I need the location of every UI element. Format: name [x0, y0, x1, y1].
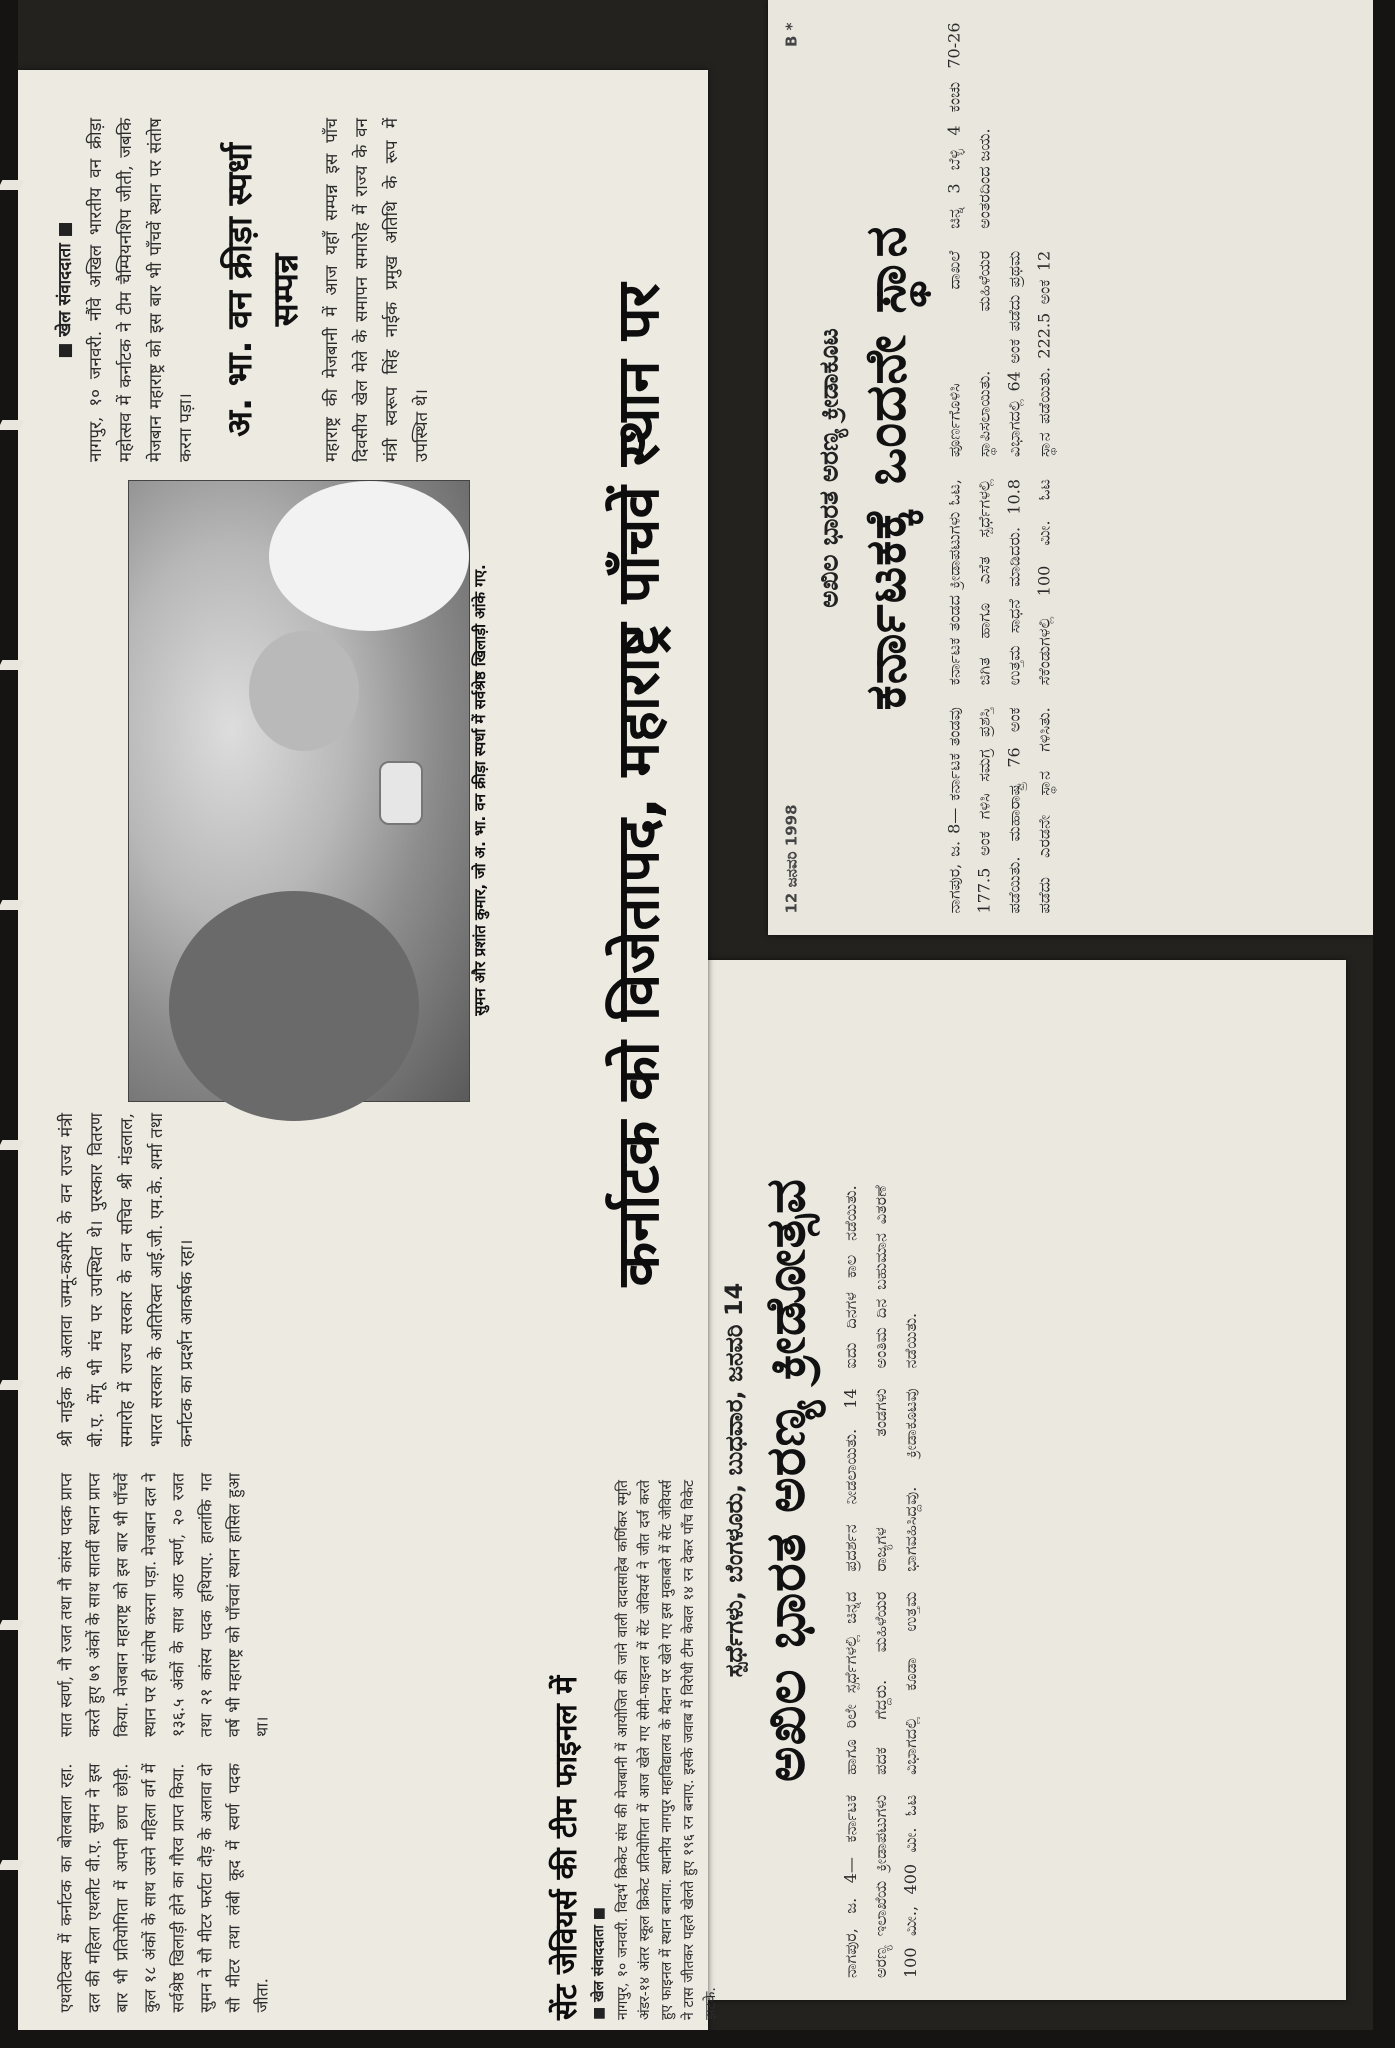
date-text: 12 ಜನವರಿ 1998 [782, 803, 800, 913]
column-4-text: सात स्वर्ण, नौ रजत तथा नौ कांस्य पदक प्राप्त करते हुए ७९ अंकों के साथ सातवीं स्थान प्राप्त किया. मेजबान महाराष्ट्र को इस बार भी पाँचवें स्थान पर ही संतोष करना पड़ा. मेजबान दल ने १३६.५ अंकों के साथ आठ स्वर्ण, २० रजत तथा २१ कांस्य पदक हथियाए. हालांकि गत वर्ष भी महाराष्ट्र को पाँचवां स्थान हासिल हुआ था। [56, 1473, 271, 1737]
lead-paragraph: नागपुर, १० जनवरी. नौंवे अखिल भारतीय वन क्रीड़ा महोत्सव में कर्नाटक ने टीम चैम्पियनशिप जीती, जबकि मेजबान महाराष्ट्र को इस बार भी पाँचवें स्थान पर संतोष करना पड़ा। [86, 118, 196, 462]
lead-column-block [48, 110, 588, 470]
trophy-shape [379, 761, 423, 825]
main-headline: कर्नाटक को विजेतापद, महाराष्ट्र पाँचवें स्थान पर [604, 283, 672, 1287]
sub-headline: अ. भा. वन क्रीड़ा स्पर्धा सम्पन्न [220, 143, 306, 437]
photo-figure-right [269, 481, 469, 631]
side-article-headline: सेंट जेवियर्स की टीम फाइनल में [549, 1675, 584, 2020]
byline: ■ खेल संवाददाता ■ [55, 221, 75, 359]
clipping-subhead: ಅಖಿಲ ಭಾರತ ಅರಣ್ಯ ಕ್ರೀಡಾಕೂಟ [814, 327, 844, 608]
column-block-4 [48, 1465, 533, 1745]
right-border-band [1373, 0, 1395, 2048]
side-article [538, 1470, 719, 2030]
side-article-byline: ■ खेल संवाददाता ■ [591, 1907, 607, 2020]
clipping-subhead: ಸ್ಪರ್ಧೆಗಳು, ಬೆಂಗಳೂರು, ಬುಧವಾರ, ಜನವರಿ 14 [720, 1282, 748, 1678]
side-article-body: नागपुर, १० जनवरी. विदर्भ क्रिकेट संघ की मेजबानी में आयोजित की जाने वाली दादासाहेब कर्णिकर स्मृति अंडर-१४ अंतर स्कूल क्रिकेट प्रतियोगिता में आज खेले गए सेमी-फाइनल में सेंट जेवियर्स ने जीत दर्ज करते हुए फाइनल में स्थान बनाया. स्थानीय नागपुर महाविद्यालय के मैदान पर खेले गए इस मुकाबले में सेंट जेवियर्स ने टास जीतकर पहले खेलते हुए १९६ रन बनाए. इसके जवाब में विरोधी टीम केवल १४ रन देकर पाँच विकेट झटके. [615, 1480, 719, 2020]
face-shape [249, 631, 359, 751]
photo-caption: सुमन और प्रशांत कुमार, जो अ. भा. वन क्रीड़ा स्पर्धा में सर्वश्रेष्ठ खिलाड़ी आंके गए. [471, 564, 489, 1016]
photo-figure-left [169, 891, 419, 1121]
column-5-text: एथलेटिक्स में कर्नाटक का बोलबाला रहा. दल की महिला एथलीट वी.ए. सुमन ने इस बार भी प्रतियोगिता में अपनी छाप छोड़ी. कुल १८ अंकों के साथ उसने महिला वर्ग में सर्वश्रेष्ठ खिलाड़ी होने का गौरव प्राप्त किया. सुमन ने सौ मीटर फर्राटा दौड़ के अलावा दो सौ मीटर तथा लंबी कूद में स्वर्ण पदक जीता. [56, 1763, 271, 2012]
clipping-body: ನಾಗಪುರ, ಜ. 4— ಕರ್ನಾಟಕ ಅರಣ್ಯ ಇಲಾಖೆಯ ಕ್ರೀಡಾಪಟುಗಳು 100 ಮೀ., 400 ಮೀ. ಓಟ ಹಾಗೂ ರಿಲೇ ಸ್ಪರ್ಧೆಗಳಲ್ಲಿ ಚಿನ್ನದ ಪದಕ ಗೆದ್ದರು. ಮಹಿಳೆಯರ ವಿಭಾಗದಲ್ಲಿ ಕೂಡಾ ಉತ್ತಮ ಪ್ರದರ್ಶನ ನೀಡಲಾಯಿತು. 14 ರಾಜ್ಯಗಳ ತಂಡಗಳು ಭಾಗವಹಿಸಿದ್ದವು. ಕ್ರೀಡಾಕೂಟವು ಐದು ದಿನಗಳ ಕಾಲ ನಡೆಯಿತು. ಅಂತಿಮ ದಿನ ಬಹುಮಾನ ವಿತರಣೆ ನಡೆಯಿತು. [841, 1185, 920, 1978]
column-block-3 [48, 1105, 588, 1455]
photo-caption-area [470, 480, 510, 1100]
page-mark: B * [782, 22, 800, 47]
clipping-headline: ಅಖಿಲ ಭಾರತ ಅರಣ್ಯ ಕ್ರೀಡೋತ್ಸವ [754, 1178, 817, 1782]
news-photo [128, 480, 470, 1102]
kannada-clipping-right [706, 960, 1346, 2000]
kannada-clipping-top [768, 0, 1373, 935]
bottom-border-band [0, 2030, 1395, 2048]
clipping-body: ನಾಗಪುರ, ಜ. 8— ಕರ್ನಾಟಕ ತಂಡವು 177.5 ಅಂಕ ಗಳಿಸಿ ಸಮಗ್ರ ಪ್ರಶಸ್ತಿ ಪಡೆಯಿತು. ಮಹಾರಾಷ್ಟ್ರ 76 ಅಂಕ ಪಡೆದು ಎರಡನೇ ಸ್ಥಾನ ಗಳಿಸಿತು. ಕರ್ನಾಟಕ ತಂಡದ ಕ್ರೀಡಾಪಟುಗಳು ಓಟ, ಜಿಗಿತ ಹಾಗೂ ಎಸೆತ ಸ್ಪರ್ಧೆಗಳಲ್ಲಿ ಉತ್ತಮ ಸಾಧನೆ ಮಾಡಿದರು. 10.8 ಸೆಕೆಂಡುಗಳಲ್ಲಿ 100 ಮೀ. ಓಟ ಪೂರ್ಣಗೊಳಿಸಿ ದಾಖಲೆ ಸ್ಥಾಪಿಸಲಾಯಿತು. ಮಹಿಳೆಯರ ವಿಭಾಗದಲ್ಲಿ 64 ಅಂಕ ಪಡೆದು ಪ್ರಥಮ ಸ್ಥಾನ ಪಡೆಯಿತು. 222.5 ಅಂಕ 12 ಚಿನ್ನ 3 ಬೆಳ್ಳಿ 4 ಕಂಚು 70-26 ಅಂತರದಿಂದ ಜಯ. [944, 22, 1053, 913]
left-border-band [0, 0, 18, 2048]
hindi-clipping [18, 70, 719, 2030]
clipping-date [782, 22, 800, 913]
second-paragraph: महाराष्ट्र की मेजबानी में आज यहाँ सम्पन्न इस पाँच दिवसीय खेल मेले के समापन समारोह में राज्य के वन मंत्री स्वरूप सिंह नाईक प्रमुख अतिथि के रूप में उपस्थित थे। [322, 118, 432, 462]
main-headline-area [593, 120, 683, 1450]
column-3-text: श्री नाईक के अलावा जम्मू-कश्मीर के वन राज्य मंत्री बी.ए. मेंगू भी मंच पर उपस्थित थे। पुरस्कार वितरण समारोह में राज्य सरकार के वन सचिव श्री मंडलाल, भारत सरकार के अतिरिक्त आई.जी. एम.के. शर्मा तथा कर्नाटक का प्रदर्शन आकर्षक रहा। [57, 1113, 197, 1447]
clipping-headline: ಕರ್ನಾಟಕಕ್ಕೆ ಒಂದನೇ ಸ್ಥಾನ [853, 224, 918, 711]
column-block-5 [48, 1755, 533, 2020]
